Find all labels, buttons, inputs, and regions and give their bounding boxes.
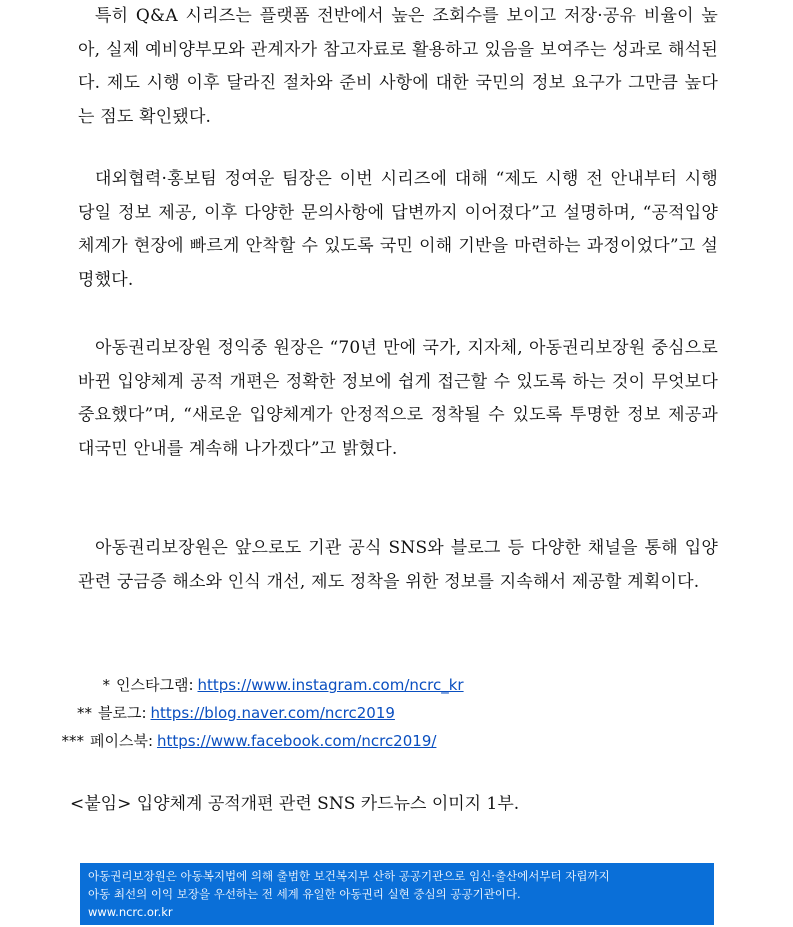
facebook-label: 페이스북: — [90, 732, 154, 750]
footnote-mark: *** — [61, 732, 84, 750]
footnote-mark: * — [102, 676, 110, 694]
sns-link-list — [61, 671, 464, 755]
paragraph-team-leader-quote: 대외협력·홍보팀 정여운 팀장은 이번 시리즈에 대해 “제도 시행 전 안내부터 시행 당일 정보 제공, 이후 다양한 문의사항에 답변까지 이어졌다”고 설명하며, “공적입양체계가 현장에 빠르게 안착할 수 있도록 국민 이해 기반을 마련하는 과정이었다”고 설명했다. — [78, 169, 718, 290]
paragraph-qa-series: 특히 Q&A 시리즈는 플랫폼 전반에서 높은 조회수를 보이고 저장·공유 비율이 높아, 실제 예비양부모와 관계자가 참고자료로 활용하고 있음을 보여주는 성과로 해석된다. 제도 시행 이후 달라진 절차와 준비 사항에 대한 국민의 정보 요구가 그만큼 높다는 점도 확인됐다. — [78, 6, 718, 127]
blog-link[interactable]: https://blog.naver.com/ncrc2019 — [150, 704, 395, 722]
organization-footer — [80, 863, 714, 925]
paragraph-future-plan: 아동권리보장원은 앞으로도 기관 공식 SNS와 블로그 등 다양한 채널을 통해 입양 관련 궁금증 해소와 인식 개선, 제도 정착을 위한 정보를 지속해서 제공할 계획이다. — [78, 538, 718, 592]
list-item-facebook — [52, 727, 464, 755]
list-item-instagram — [78, 671, 464, 699]
footnote-mark: ** — [77, 704, 92, 722]
footer-website[interactable]: www.ncrc.or.kr — [88, 905, 173, 919]
instagram-link[interactable]: https://www.instagram.com/ncrc_kr — [197, 676, 464, 694]
facebook-link[interactable]: https://www.facebook.com/ncrc2019/ — [157, 732, 437, 750]
footer-description-line-1: 아동권리보장원은 아동복지법에 의해 출범한 보건복지부 산하 공공기관으로 임신·출산에서부터 자립까지 — [88, 869, 610, 883]
instagram-label: 인스타그램: — [116, 676, 194, 694]
list-item-blog — [60, 699, 464, 727]
paragraph-director-quote: 아동권리보장원 정익중 원장은 “70년 만에 국가, 지자체, 아동권리보장원 중심으로 바뀐 입양체계 공적 개편은 정확한 정보에 쉽게 접근할 수 있도록 하는 것이 무엇보다 중요했다”며, “새로운 입양체계가 안정적으로 정착될 수 있도록 투명한 정보 제공과 대국민 안내를 계속해 나가겠다”고 밝혔다. — [78, 338, 718, 459]
blog-label: 블로그: — [98, 704, 147, 722]
attachment-note: <붙임> 입양체계 공적개편 관련 SNS 카드뉴스 이미지 1부. — [70, 794, 520, 814]
footer-description-line-2: 아동 최선의 이익 보장을 우선하는 전 세계 유일한 아동권리 실현 중심의 공공기관이다. — [88, 887, 521, 901]
